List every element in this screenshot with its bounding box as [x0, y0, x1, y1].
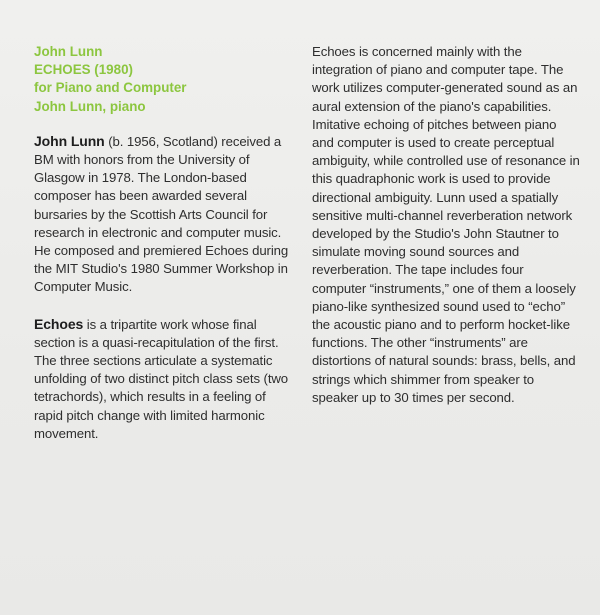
work-lead: Echoes: [34, 315, 84, 332]
work-description: [34, 315, 292, 443]
composer-name: John Lunn: [34, 44, 103, 59]
performer: John Lunn, piano: [34, 98, 146, 114]
instrumentation: for Piano and Computer: [34, 80, 187, 96]
left-column: [34, 43, 292, 443]
program-heading: [34, 43, 292, 116]
work-title: ECHOES (1980): [34, 62, 133, 78]
composer-bio: [34, 132, 292, 297]
technical-notes: Echoes is concerned mainly with the integration of piano and computer tape. The work utilizes computer-generated sound as an aural extension of the piano's capabilities. Imitative echoing of pitches between piano and computer is used to create perceptual ambiguity, while controlled use of resonance in this quadraphonic work is used to provide directional ambiguity. Lunn used a spatially sensitive multi-channel reverberation network developed by the Studio's John Stautner to simulate moving sound sources and reverberation. The tape includes four computer “instruments,” one of them a loosely piano-like synthesized sound used to “echo” the acoustic piano and to perform hocket-like functions. The other “instruments” are distortions of natural sounds: brass, bells, and strings which shimmer from speaker to speaker up to 30 times per second.: [312, 44, 580, 405]
right-column: [312, 43, 580, 407]
work-text: is a tripartite work whose final section is a quasi-recapitulation of the first. The three sections articulate a systematic unfolding of two distinct pitch class sets (two tetrachords), which results in a feeling of rapid pitch change with limited harmonic movement.: [34, 316, 289, 441]
bio-lead: John Lunn: [34, 132, 105, 149]
bio-text: (b. 1956, Scotland) received a BM with honors from the University of Glasgow in 1978. The London-based composer has been awarded several bursaries by the Scottish Arts Council for research in electronic and computer music. He composed and premiered Echoes during the MIT Studio's 1980 Summer Workshop in Computer Music.: [34, 133, 289, 295]
